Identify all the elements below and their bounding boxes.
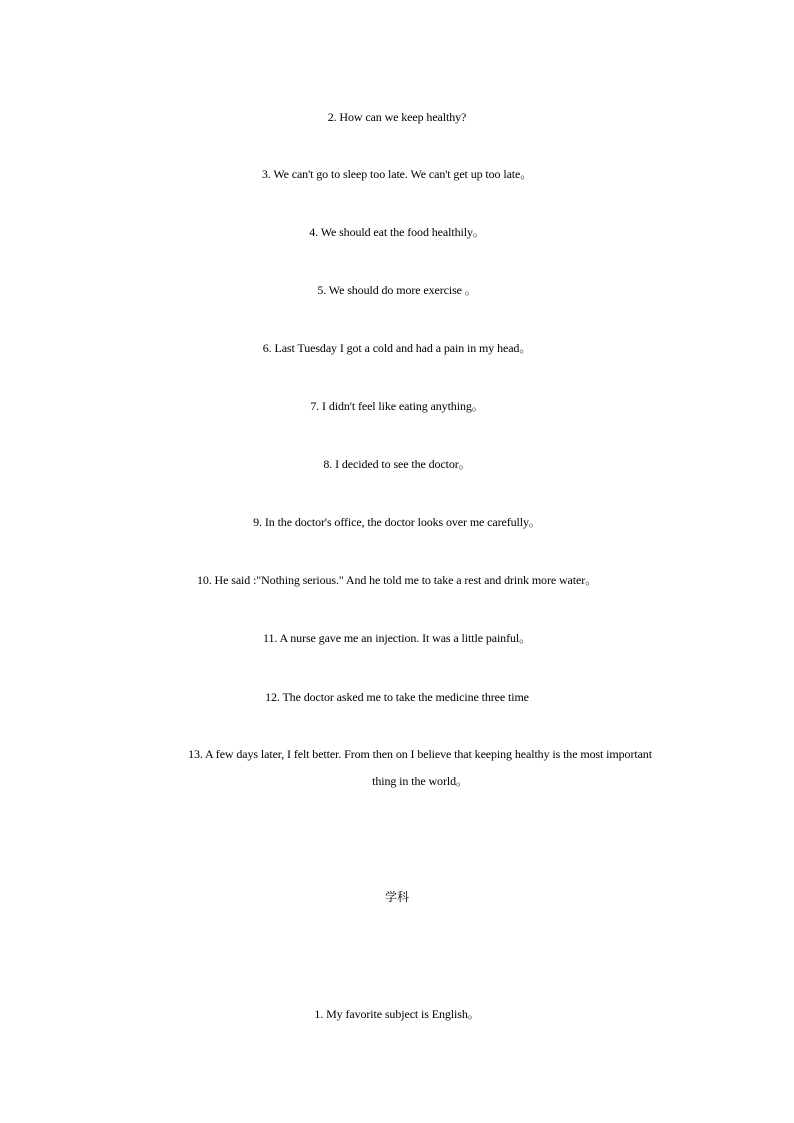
sentence-10: 10. He said :"Nothing serious." And he told me to take a rest and drink more water。 (196, 573, 598, 587)
subject-sentence-1: 1. My favorite subject is English。 (314, 1007, 480, 1021)
sentence-5: 5. We should do more exercise 。 (317, 283, 477, 297)
sentence-11: 11. A nurse gave me an injection. It was a little painful。 (262, 631, 532, 645)
sentence-7: 7. I didn't feel like eating anything。 (310, 399, 484, 413)
sentence-12: 12. The doctor asked me to take the medicine three time (265, 690, 529, 704)
section-heading-subject: 学科 (384, 890, 409, 904)
sentence-4: 4. We should eat the food healthily。 (309, 225, 485, 239)
sentence-6: 6. Last Tuesday I got a cold and had a pain in my head。 (262, 341, 532, 355)
sentence-2: 2. How can we keep healthy? (327, 110, 467, 124)
sentence-8: 8. I decided to see the doctor。 (323, 457, 471, 471)
sentence-3: 3. We can't go to sleep too late. We can't get up too late。 (261, 167, 533, 181)
sentence-13: 13. A few days later, I felt better. From then on I believe that keeping healthy is the most important thing in the world。 (188, 747, 652, 788)
sentence-9: 9. In the doctor's office, the doctor looks over me carefully。 (253, 515, 541, 529)
